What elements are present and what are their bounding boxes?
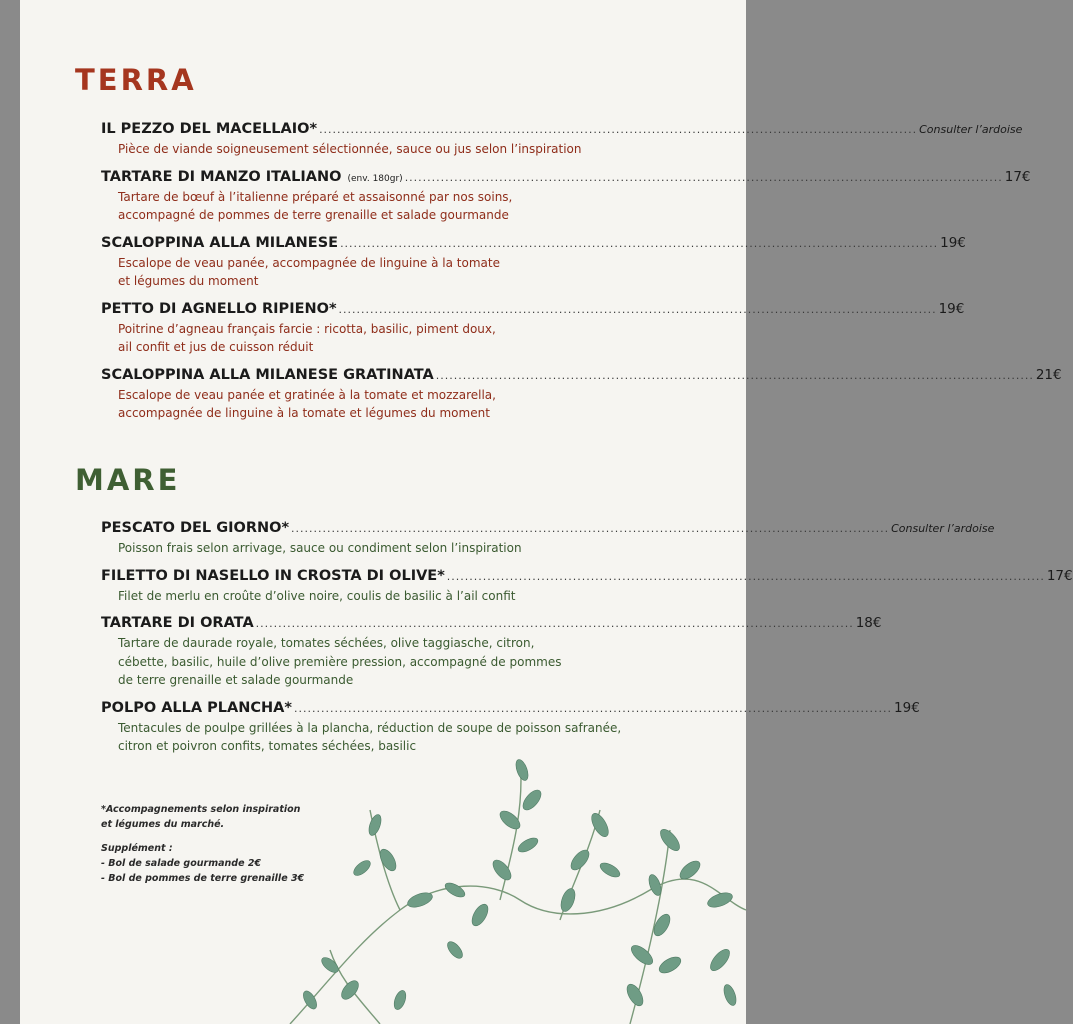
menu-item bbox=[101, 699, 920, 756]
menu-item bbox=[101, 121, 1023, 159]
dish-description: Pièce de viande soigneusement sélectionnée, sauce ou jus selon l’inspiration bbox=[118, 142, 582, 156]
supplement-title: Supplément : bbox=[101, 843, 173, 854]
dot-leader: ..................................................................................................................................... bbox=[404, 170, 1003, 184]
dish-description: Escalope de veau panée, accompagnée de linguine à la tomate bbox=[118, 255, 500, 270]
dish-name: POLPO ALLA PLANCHA* bbox=[101, 699, 292, 716]
dish-name: SCALOPPINA ALLA MILANESE GRATINATA bbox=[101, 366, 434, 383]
vine-leaves-illustration bbox=[270, 750, 746, 1024]
dot-leader: ..................................................................................................................................... bbox=[446, 569, 1045, 583]
dish-description: et légumes du moment bbox=[118, 274, 259, 288]
dish-price: 19€ bbox=[894, 699, 920, 716]
menu-item bbox=[101, 366, 1062, 423]
dish-name: TARTARE DI ORATA bbox=[101, 615, 254, 631]
dish-price: 19€ bbox=[938, 300, 965, 317]
section-title-mare: MARE bbox=[75, 463, 181, 497]
dish-name: TARTARE DI MANZO ITALIANO bbox=[101, 168, 342, 185]
dish-description: accompagné de pommes de terre grenaille et salade gourmande bbox=[118, 208, 509, 222]
menu-item bbox=[101, 300, 965, 357]
menu-page bbox=[20, 0, 1073, 1024]
footnote-line: *Accompagnements selon inspiration bbox=[101, 804, 301, 815]
dish-name: SCALOPPINA ALLA MILANESE bbox=[101, 234, 339, 251]
supplement-line: - Bol de pommes de terre grenaille 3€ bbox=[101, 873, 305, 884]
dish-price: Consulter l’ardoise bbox=[891, 522, 995, 535]
dish-description: Filet de merlu en croûte d’olive noire, coulis de basilic à l’ail confit bbox=[118, 588, 516, 603]
dish-price: 21€ bbox=[1035, 366, 1062, 383]
dish-description: Escalope de veau panée et gratinée à la tomate et mozzarella, bbox=[118, 387, 496, 402]
section-title-terra: TERRA bbox=[75, 63, 197, 97]
dot-leader: ..................................................................................................................................... bbox=[319, 123, 918, 136]
dish-description: Poisson frais selon arrivage, sauce ou condiment selon l’inspiration bbox=[118, 541, 522, 555]
menu-item bbox=[101, 520, 995, 558]
dish-description: accompagnée de linguine à la tomate et légumes du moment bbox=[118, 406, 490, 420]
menu-item bbox=[101, 168, 1031, 225]
dot-leader: ..................................................................................................................................... bbox=[340, 236, 939, 250]
dish-description: ail confit et jus de cuisson réduit bbox=[118, 340, 314, 354]
dish-name: FILETTO DI NASELLO IN CROSTA DI OLIVE* bbox=[101, 567, 445, 584]
dish-description: Tartare de daurade royale, tomates séchées, olive taggiasche, citron, bbox=[118, 636, 535, 650]
dish-description: Poitrine d’agneau français farcie : ricotta, basilic, piment doux, bbox=[118, 321, 496, 336]
dot-leader: ..................................................................................................................................... bbox=[338, 302, 937, 316]
dish-price: 18€ bbox=[855, 615, 882, 631]
dot-leader: ..................................................................................................................................... bbox=[435, 368, 1034, 382]
dish-weight-note: (env. 180gr) bbox=[347, 173, 403, 184]
dish-price: 17€ bbox=[1004, 168, 1031, 185]
dish-name: PESCATO DEL GIORNO* bbox=[101, 520, 290, 536]
dish-name: PETTO DI AGNELLO RIPIENO* bbox=[101, 300, 337, 317]
dish-price: 17€ bbox=[1046, 567, 1073, 584]
supplement-line: - Bol de salade gourmande 2€ bbox=[101, 858, 262, 869]
dish-description: Tentacules de poulpe grillées à la plancha, réduction de soupe de poisson safranée, bbox=[118, 720, 622, 735]
dish-description: citron et poivron confits, tomates séchées, basilic bbox=[118, 739, 417, 753]
terra-items bbox=[101, 121, 1062, 433]
dot-leader: ..................................................................................................................................... bbox=[255, 617, 854, 630]
menu-item bbox=[101, 615, 882, 690]
dish-description: Tartare de bœuf à l’italienne préparé et assaisonné par nos soins, bbox=[118, 189, 513, 204]
dish-price: 19€ bbox=[940, 234, 966, 251]
dot-leader: ..................................................................................................................................... bbox=[291, 522, 890, 535]
menu-item bbox=[101, 234, 966, 291]
dish-name: IL PEZZO DEL MACELLAIO* bbox=[101, 121, 318, 137]
dish-description: cébette, basilic, huile d’olive première pression, accompagné de pommes bbox=[118, 654, 562, 669]
dish-price: Consulter l’ardoise bbox=[919, 123, 1023, 136]
dot-leader: ..................................................................................................................................... bbox=[293, 701, 893, 715]
footnote-line: et légumes du marché. bbox=[101, 819, 225, 830]
dish-description: de terre grenaille et salade gourmande bbox=[118, 673, 354, 687]
menu-item bbox=[101, 567, 1073, 606]
mare-items bbox=[101, 520, 1073, 766]
